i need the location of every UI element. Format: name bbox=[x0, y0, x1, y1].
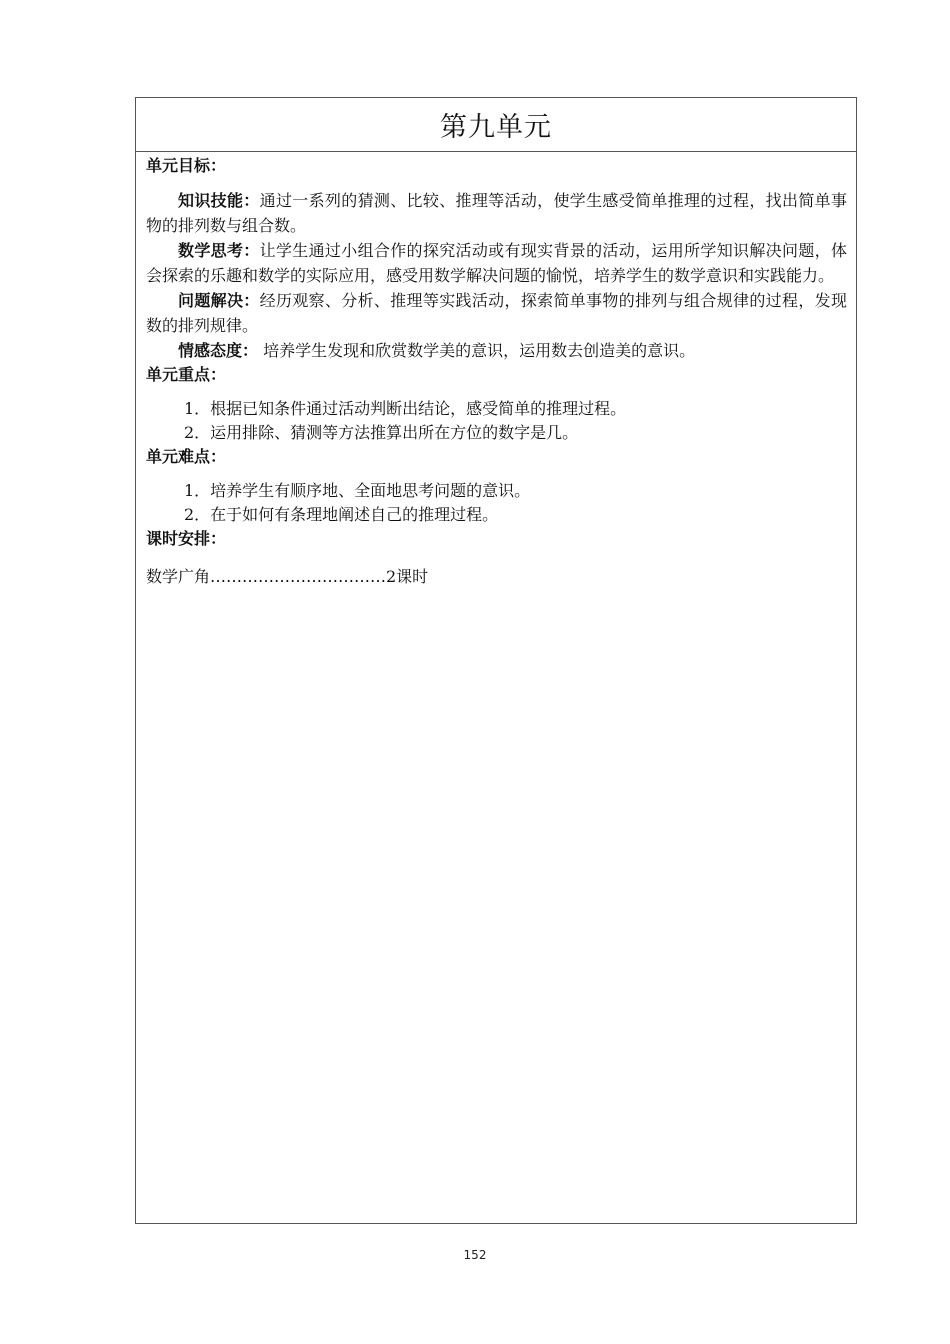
problem-solving-paragraph bbox=[146, 288, 847, 338]
page-number: 152 bbox=[463, 1248, 487, 1262]
difficulty-item: 1．培养学生有顺序地、全面地思考问题的意识。 bbox=[184, 481, 531, 500]
schedule-heading: 课时安排： bbox=[146, 529, 227, 548]
key-point-item: 2．运用排除、猜测等方法推算出所在方位的数字是几。 bbox=[184, 423, 579, 442]
thinking-label: 数学思考： bbox=[178, 241, 260, 260]
thinking-text: 让学生通过小组合作的探究活动或有现实背景的活动，运用所学知识解决问题，体会探索的乐趣和数学的实际应用，感受用数学解决问题的愉悦，培养学生的数学意识和实践能力。 bbox=[146, 241, 847, 285]
knowledge-text: 通过一系列的猜测、比较、推理等活动，使学生感受简单推理的过程，找出简单事物的排列数与组合数。 bbox=[146, 191, 847, 235]
unit-title: 第九单元 bbox=[440, 112, 552, 143]
problem-solving-text: 经历观察、分析、推理等实践活动，探索简单事物的排列与组合规律的过程，发现数的排列规律。 bbox=[146, 291, 847, 335]
attitude-label: 情感态度： bbox=[178, 341, 259, 360]
key-point-item: 1．根据已知条件通过活动判断出结论，感受简单的推理过程。 bbox=[184, 399, 627, 418]
key-points-heading: 单元重点： bbox=[146, 365, 227, 384]
knowledge-label: 知识技能： bbox=[178, 191, 260, 210]
title-row bbox=[136, 98, 856, 152]
content-cell bbox=[136, 152, 856, 589]
goals-heading: 单元目标： bbox=[146, 156, 227, 175]
unit-table bbox=[135, 97, 857, 1224]
thinking-paragraph bbox=[146, 238, 847, 288]
schedule-entry: 数学广角……………………………2课时 bbox=[146, 567, 429, 586]
difficulties-heading: 单元难点： bbox=[146, 447, 227, 466]
difficulty-item: 2．在于如何有条理地阐述自己的推理过程。 bbox=[184, 505, 499, 524]
attitude-text: 培养学生发现和欣赏数学美的意识，运用数去创造美的意识。 bbox=[258, 341, 696, 360]
problem-solving-label: 问题解决： bbox=[178, 291, 260, 310]
knowledge-paragraph bbox=[146, 188, 847, 238]
attitude-paragraph bbox=[146, 338, 847, 363]
